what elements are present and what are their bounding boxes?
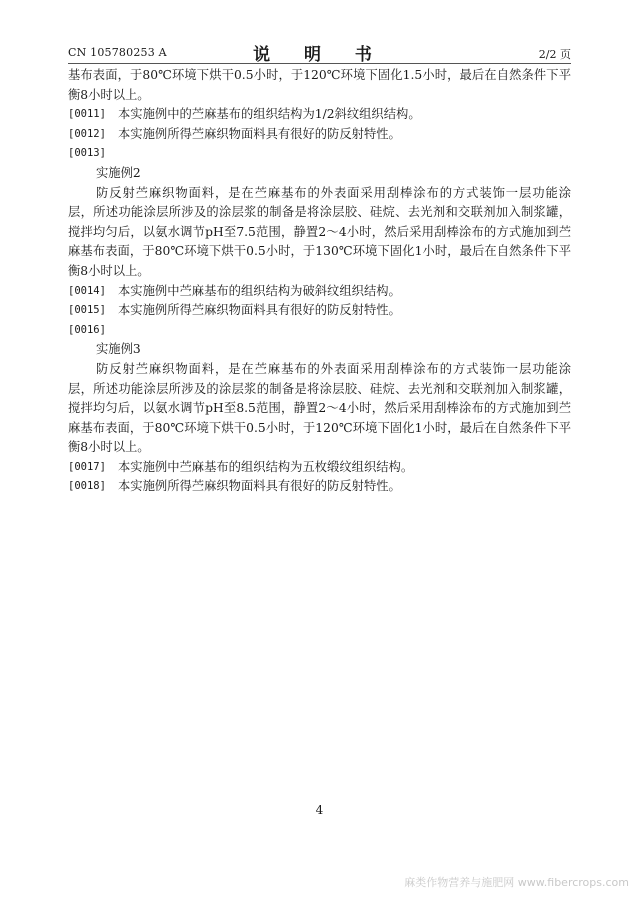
numbered-paragraph bbox=[68, 282, 571, 302]
paragraph-text: 本实施例中苎麻基布的组织结构为破斜纹组织结构。 bbox=[118, 283, 401, 298]
numbered-paragraph bbox=[68, 477, 571, 497]
body-line: 麻基布表面，于80℃环境下烘干0.5小时，于120℃环境下固化1小时，最后在自然条件下平 bbox=[68, 420, 571, 435]
body-line: 衡8小时以上。 bbox=[68, 87, 150, 102]
body-line: 麻基布表面，于80℃环境下烘干0.5小时，于130℃环境下固化1小时，最后在自然条件下平 bbox=[68, 244, 571, 259]
numbered-paragraph bbox=[68, 105, 571, 125]
body-line: 衡8小时以上。 bbox=[68, 440, 150, 455]
numbered-paragraph bbox=[68, 321, 571, 341]
paragraph-number: [0011] bbox=[68, 108, 106, 121]
paragraph-number: [0015] bbox=[68, 304, 106, 317]
body-line: 搅拌均匀后，以氨水调节pH至8.5范围，静置2～4小时，然后采用刮棒涂布的方式施加到苎 bbox=[68, 401, 571, 416]
paragraph-number: [0014] bbox=[68, 284, 106, 297]
numbered-paragraph bbox=[68, 458, 571, 478]
header-divider bbox=[68, 63, 571, 64]
paragraph-text: 本实施例所得苎麻织物面料具有很好的防反射特性。 bbox=[118, 126, 401, 141]
example-heading: 实施例2 bbox=[96, 165, 141, 180]
watermark: 麻类作物营养与施肥网 www.fibercrops.com bbox=[404, 876, 629, 889]
document-number: CN 105780253 A bbox=[68, 46, 167, 59]
numbered-paragraph bbox=[68, 301, 571, 321]
body-line: 防反射苎麻织物面料，是在苎麻基布的外表面采用刮棒涂布的方式装饰一层功能涂 bbox=[96, 185, 571, 200]
page-info: 2/2 页 bbox=[538, 48, 571, 61]
body-line: 层，所述功能涂层所涉及的涂层浆的制备是将涂层胶、硅烷、去光剂和交联剂加入制浆罐， bbox=[68, 205, 571, 220]
example-heading: 实施例3 bbox=[96, 342, 141, 357]
paragraph-text: 本实施例中的苎麻基布的组织结构为1/2斜纹组织结构。 bbox=[118, 107, 421, 122]
document-body bbox=[68, 66, 571, 497]
body-line: 层，所述功能涂层所涉及的涂层浆的制备是将涂层胶、硅烷、去光剂和交联剂加入制浆罐， bbox=[68, 381, 571, 396]
numbered-paragraph bbox=[68, 144, 571, 164]
paragraph-text: 本实施例中苎麻基布的组织结构为五枚缎纹组织结构。 bbox=[118, 459, 414, 474]
body-line: 衡8小时以上。 bbox=[68, 263, 150, 278]
paragraph-text: 本实施例所得苎麻织物面料具有很好的防反射特性。 bbox=[118, 303, 401, 318]
page-number: 4 bbox=[315, 803, 324, 817]
paragraph-number: [0016] bbox=[68, 323, 106, 336]
numbered-paragraph bbox=[68, 125, 571, 145]
page-title: 说 明 书 bbox=[253, 45, 386, 65]
paragraph-number: [0013] bbox=[68, 147, 106, 160]
paragraph-number: [0012] bbox=[68, 127, 106, 140]
body-line: 防反射苎麻织物面料，是在苎麻基布的外表面采用刮棒涂布的方式装饰一层功能涂 bbox=[96, 361, 571, 376]
body-line: 搅拌均匀后，以氨水调节pH至7.5范围，静置2～4小时，然后采用刮棒涂布的方式施加到苎 bbox=[68, 224, 571, 239]
page-header bbox=[68, 40, 571, 65]
body-line: 基布表面，于80℃环境下烘干0.5小时，于120℃环境下固化1.5小时，最后在自然条件下平 bbox=[68, 68, 571, 82]
paragraph-number: [0017] bbox=[68, 460, 106, 473]
paragraph-number: [0018] bbox=[68, 480, 106, 493]
paragraph-text: 本实施例所得苎麻织物面料具有很好的防反射特性。 bbox=[118, 479, 401, 494]
